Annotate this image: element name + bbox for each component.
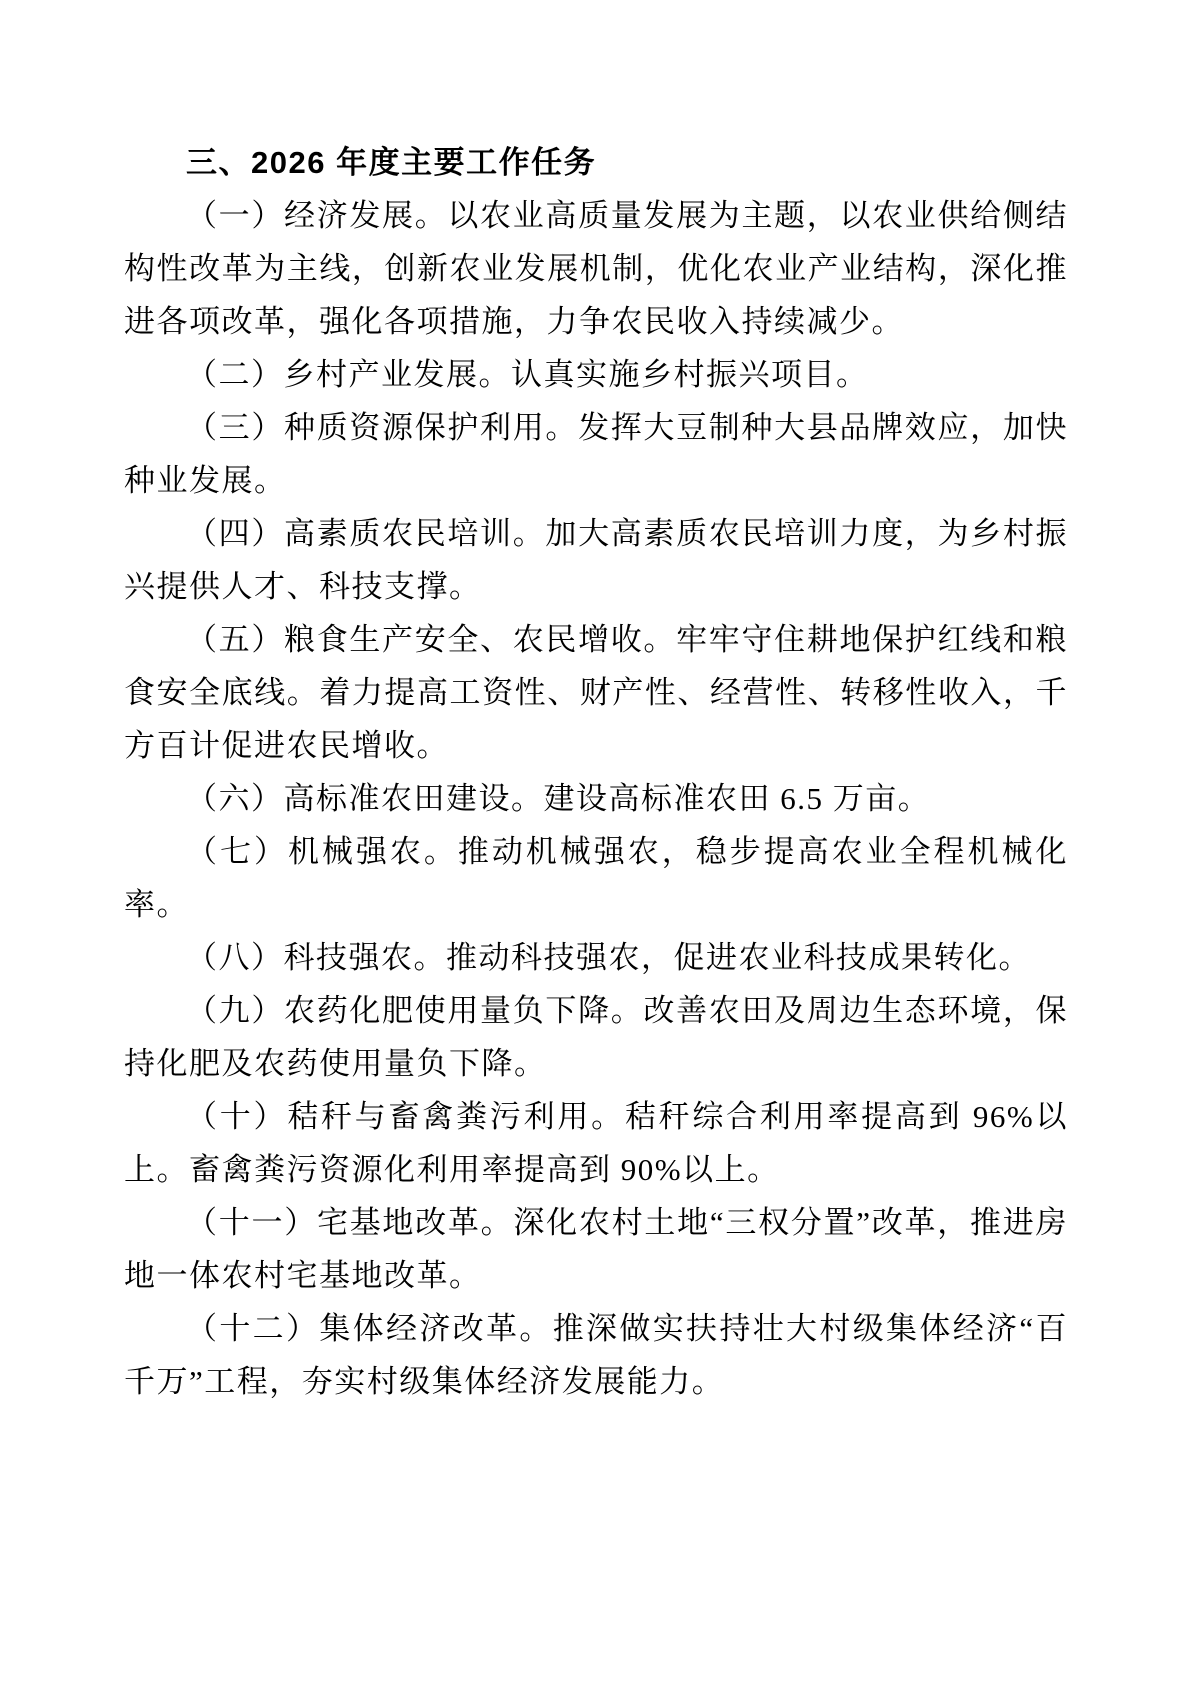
doc-paragraph-collective-economy: （十二）集体经济改革。推深做实扶持壮大村级集体经济“百千万”工程，夯实村级集体经济发展能力。 bbox=[124, 1311, 1068, 1399]
doc-paragraph-economy: （一）经济发展。以农业高质量发展为主题，以农业供给侧结构性改革为主线，创新农业发展机制，优化农业产业结构，深化推进各项改革，强化各项措施，力争农民收入持续减少。 bbox=[124, 198, 1068, 339]
doc-paragraph-straw-manure: （十）秸秆与畜禽粪污利用。秸秆综合利用率提高到 96%以上。畜禽粪污资源化利用率提高到 90%以上。 bbox=[124, 1099, 1068, 1187]
doc-paragraph-homestead-reform: （十一）宅基地改革。深化农村土地“三权分置”改革，推进房地一体农村宅基地改革。 bbox=[124, 1205, 1068, 1293]
doc-paragraph-germplasm: （三）种质资源保护利用。发挥大豆制种大县品牌效应，加快种业发展。 bbox=[124, 410, 1068, 498]
doc-paragraph-rural-industry: （二）乡村产业发展。认真实施乡村振兴项目。 bbox=[186, 357, 869, 392]
doc-paragraph-science-tech: （八）科技强农。推动科技强农，促进农业科技成果转化。 bbox=[186, 940, 1031, 975]
document-title: 三、2026 年度主要工作任务 bbox=[186, 145, 597, 180]
doc-paragraph-machinery: （七）机械强农。推动机械强农，稳步提高农业全程机械化率。 bbox=[124, 834, 1068, 922]
doc-paragraph-farmland: （六）高标准农田建设。建设高标准农田 6.5 万亩。 bbox=[186, 781, 931, 816]
doc-paragraph-pesticide-fertilizer: （九）农药化肥使用量负下降。改善农田及周边生态环境，保持化肥及农药使用量负下降。 bbox=[124, 993, 1068, 1081]
doc-paragraph-grain-security: （五）粮食生产安全、农民增收。牢牢守住耕地保护红线和粮食安全底线。着力提高工资性、财产性、经营性、转移性收入，千方百计促进农民增收。 bbox=[124, 622, 1068, 763]
doc-paragraph-farmer-training: （四）高素质农民培训。加大高素质农民培训力度，为乡村振兴提供人才、科技支撑。 bbox=[124, 516, 1068, 604]
